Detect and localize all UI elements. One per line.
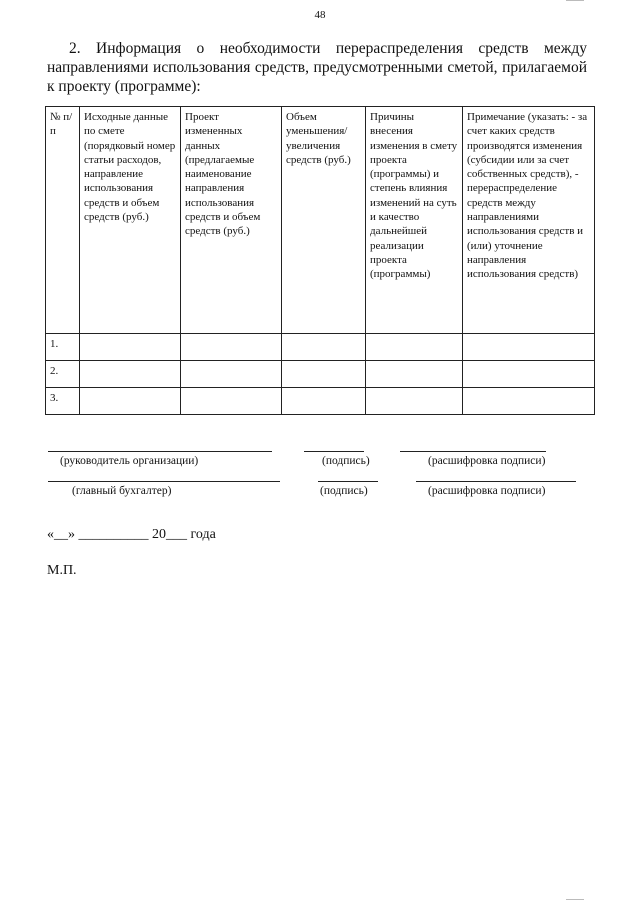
table-cell: 2. <box>46 361 80 388</box>
table-cell <box>463 334 595 361</box>
table-cell <box>282 388 366 415</box>
page-number: 48 <box>314 9 326 21</box>
table-cell: 1. <box>46 334 80 361</box>
header-proposed-data: Проект измененных данных (предлагаемые наименование направления использования средств и объем средств (руб.) <box>181 107 282 334</box>
table-cell <box>366 388 463 415</box>
table-cell <box>181 334 282 361</box>
table-cell <box>463 388 595 415</box>
header-change-amount: Объем уменьшения/ увеличения средств (руб.) <box>282 107 366 334</box>
table-cell <box>282 334 366 361</box>
table-cell <box>282 361 366 388</box>
signature-line <box>318 481 378 482</box>
scan-mark <box>566 899 584 900</box>
head-signature-line <box>48 451 272 452</box>
decoding-label: (расшифровка подписи) <box>428 455 546 467</box>
table-row <box>46 388 595 415</box>
table-cell <box>80 334 181 361</box>
signature-label: (подпись) <box>320 485 368 497</box>
stamp-label: М.П. <box>47 563 77 578</box>
signature-line <box>304 451 364 452</box>
date-line: «__» __________ 20___ года <box>47 527 216 542</box>
table-row <box>46 334 595 361</box>
header-original-data: Исходные данные по смете (порядковый номер статьи расходов, направление использования средств и объем средств (руб.) <box>80 107 181 334</box>
signature-label: (подпись) <box>322 455 370 467</box>
table-header-row <box>46 107 595 334</box>
scan-mark <box>566 0 584 1</box>
header-reasons: Причины внесения изменения в смету проекта (программы) и степень влияния изменений на суть и качество дальнейшей реализации проекта (программы) <box>366 107 463 334</box>
decoding-label: (расшифровка подписи) <box>428 485 546 497</box>
head-label: (руководитель организации) <box>60 455 199 467</box>
accountant-signature-line <box>48 481 280 482</box>
decoding-line <box>416 481 576 482</box>
table-cell <box>366 334 463 361</box>
table-cell <box>463 361 595 388</box>
table-cell: 3. <box>46 388 80 415</box>
header-note: Примечание (указать: - за счет каких средств производятся изменения (субсидии или за счет собственных средств), - перераспределение средств между направлениями использования средств и (или) уточнение направления использования средств) <box>463 107 595 334</box>
decoding-line <box>400 451 546 452</box>
accountant-label: (главный бухгалтер) <box>72 485 172 497</box>
table-cell <box>181 388 282 415</box>
header-number: № п/п <box>46 107 80 334</box>
budget-changes-table <box>45 106 595 415</box>
table-cell <box>181 361 282 388</box>
section-heading: 2. Информация о необходимости перераспределения средств между направлениями использования средств, предусмотренными сметой, прилагаемой к проекту (программе): <box>47 40 587 95</box>
table-cell <box>80 361 181 388</box>
table-cell <box>366 361 463 388</box>
table-cell <box>80 388 181 415</box>
table-row <box>46 361 595 388</box>
